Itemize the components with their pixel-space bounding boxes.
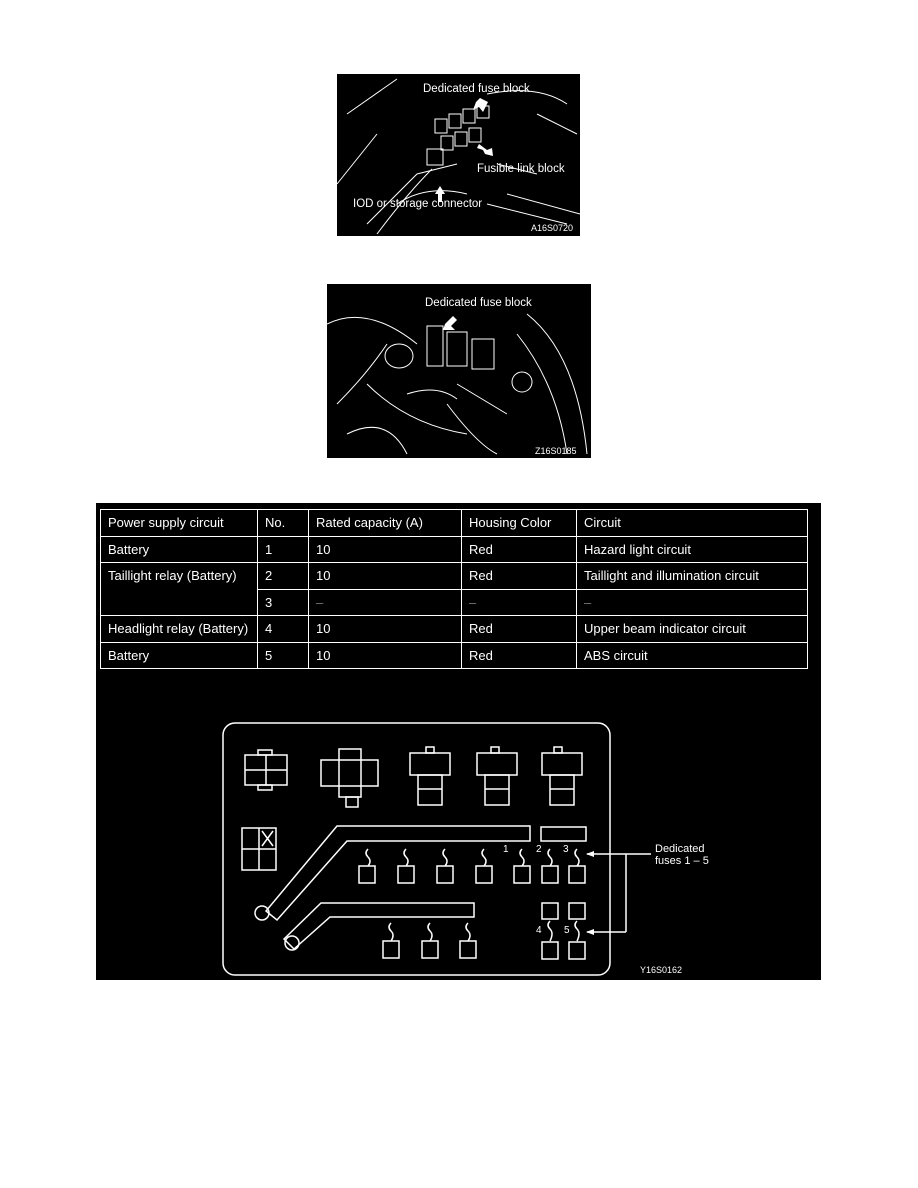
arrow-icon: [586, 851, 594, 857]
column-header: Rated capacity (A): [309, 510, 462, 537]
fuse-block-diagram: [96, 503, 821, 980]
engine-bay-illustration-2: [327, 284, 591, 458]
fuse-number: 2: [536, 844, 542, 855]
cell-color: Red: [462, 563, 577, 590]
fuse-number: 5: [564, 925, 570, 936]
cell-supply: Battery: [101, 536, 258, 563]
figure-code: Y16S0162: [640, 965, 683, 975]
relay-icon: [542, 747, 582, 805]
cell-circuit: –: [577, 589, 808, 616]
cell-capacity: 10: [309, 563, 462, 590]
fuse-block-photo-1: [337, 74, 580, 236]
engine-bay-illustration-1: [337, 74, 580, 236]
arrow-icon: [443, 316, 457, 330]
cell-supply: Headlight relay (Battery): [101, 616, 258, 643]
fuse-number: 4: [536, 925, 542, 936]
cell-supply: Battery: [101, 642, 258, 669]
label-dedicated-fuse-block: Dedicated fuse block: [423, 83, 530, 95]
fuse-number: 3: [563, 844, 569, 855]
cell-capacity: 10: [309, 616, 462, 643]
column-header: No.: [258, 510, 309, 537]
cell-no: 5: [258, 642, 309, 669]
cell-circuit: Taillight and illumination circuit: [577, 563, 808, 590]
column-header: Circuit: [577, 510, 808, 537]
relay-icon: [477, 747, 517, 805]
fuse-block-photo-2: [327, 284, 591, 458]
column-header: Housing Color: [462, 510, 577, 537]
figure-code: Z16S0185: [535, 446, 577, 456]
cell-no: 4: [258, 616, 309, 643]
cell-circuit: Hazard light circuit: [577, 536, 808, 563]
cell-capacity: 10: [309, 642, 462, 669]
label-fusible-link-block: Fusible link block: [477, 163, 565, 175]
cell-color: Red: [462, 616, 577, 643]
fuse-table-and-diagram: [96, 503, 821, 980]
cell-no: 1: [258, 536, 309, 563]
cell-no: 3: [258, 589, 309, 616]
arrow-icon: [477, 144, 493, 156]
label-dedicated-fuses-line1: Dedicated: [655, 843, 705, 855]
figure-code: A16S0720: [531, 223, 574, 233]
relay-icon: [410, 747, 450, 805]
column-header: Power supply circuit: [101, 510, 258, 537]
cell-circuit: ABS circuit: [577, 642, 808, 669]
arrow-icon: [586, 929, 594, 935]
label-iod-connector: IOD or storage connector: [353, 198, 483, 210]
fuse-number: 1: [503, 844, 509, 855]
cell-color: Red: [462, 642, 577, 669]
cell-supply: Taillight relay (Battery): [101, 563, 258, 616]
cell-capacity: –: [309, 589, 462, 616]
label-dedicated-fuse-block: Dedicated fuse block: [425, 297, 532, 309]
relay-icon: [321, 749, 378, 807]
cell-no: 2: [258, 563, 309, 590]
cell-capacity: 10: [309, 536, 462, 563]
cell-color: –: [462, 589, 577, 616]
cell-circuit: Upper beam indicator circuit: [577, 616, 808, 643]
cell-color: Red: [462, 536, 577, 563]
label-dedicated-fuses-line2: fuses 1 – 5: [655, 855, 709, 867]
relay-icon: [245, 750, 287, 790]
